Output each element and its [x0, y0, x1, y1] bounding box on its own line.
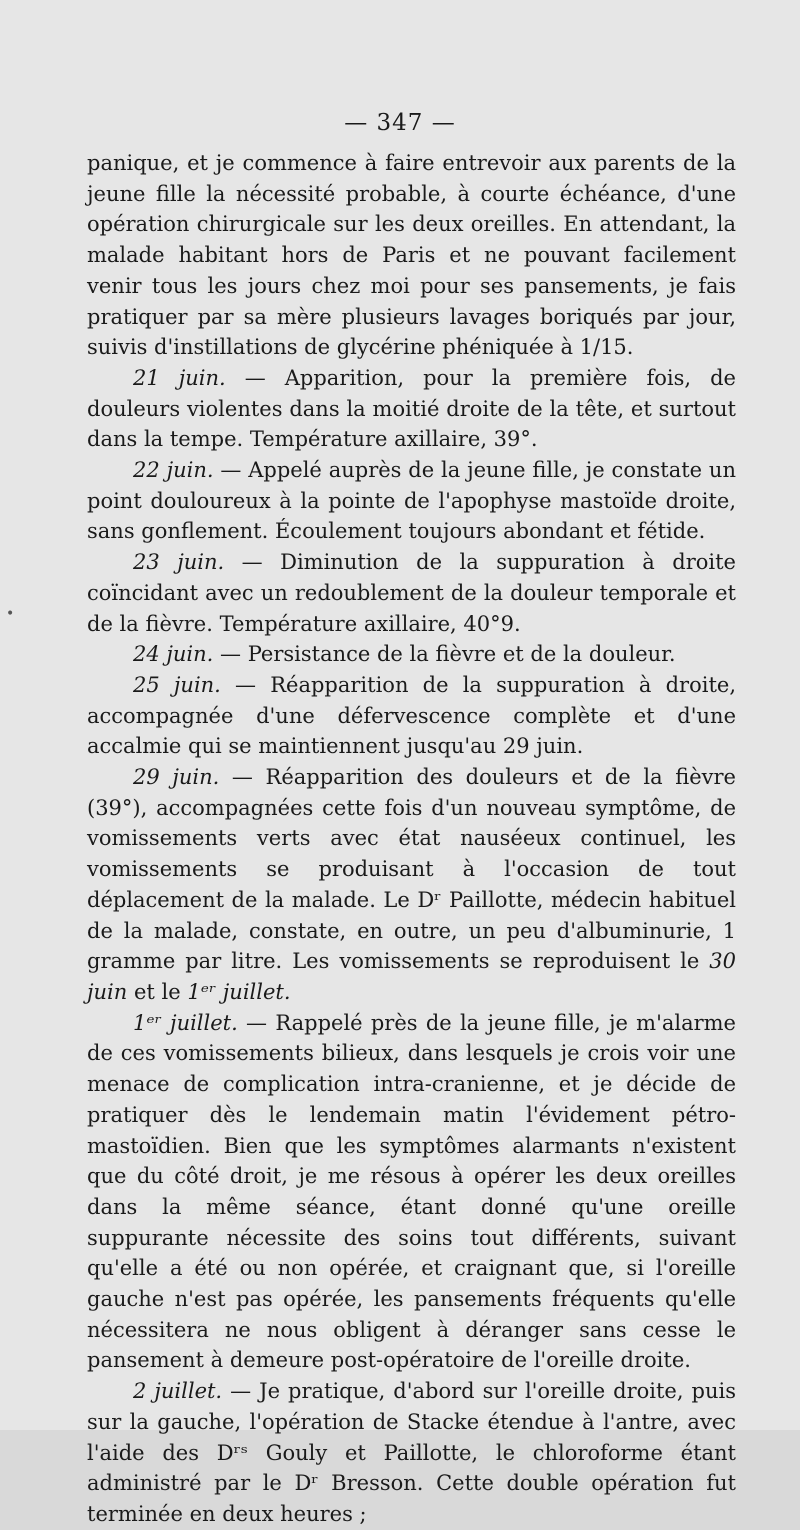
- paragraph-29-juin: [87, 762, 736, 1008]
- paragraph-text: — Réapparition des douleurs et de la fièvre (39°), accompagnées cette fois d'un nouveau symptôme, de vomissements verts avec état nauséeux continuel, les vomissements se produisant à l'occasion de tout déplacement de la malade. Le Dʳ Paillotte, médecin habituel de la malade, constate, en outre, un peu d'albuminurie, 1 gramme par litre. Les vomissements se reproduisent le: [87, 765, 736, 974]
- paragraph-text: — Appelé auprès de la jeune fille, je constate un point douloureux à la pointe de l'apophyse mastoïde droite, sans gonflement. Écoulement toujours abondant et fétide.: [87, 458, 736, 544]
- paragraph-2-juillet: [87, 1376, 736, 1530]
- inline-date: 1ᵉʳ juillet.: [187, 979, 291, 1004]
- paragraph-text: — Rappelé près de la jeune fille, je m'alarme de ces vomissements bilieux, dans lesquels je crois voir une menace de complication intra-cranienne, et je décide de pratiquer dès le lendemain matin l'évidement pétro-mastoïdien. Bien que les symptômes alarmants n'existent que du côté droit, je me résous à opérer les deux oreilles dans la même séance, étant donné qu'une oreille suppurante nécessite des soins tout différents, suivant qu'elle a été ou non opérée, et craignant que, si l'oreille gauche n'est pas opérée, les pansements fréquents qu'elle nécessitera ne nous obligent à déranger sans cesse le pansement à demeure post-opératoire de l'oreille droite.: [87, 1010, 736, 1373]
- entry-date: 2 juillet.: [133, 1379, 223, 1404]
- paragraph-text: — Diminution de la suppuration à droite coïncidant avec un redoublement de la douleur temporale et de la fièvre. Température axillaire, 40°9.: [87, 550, 736, 636]
- entry-date: 1ᵉʳ juillet.: [133, 1010, 238, 1035]
- entry-date: 21 juin.: [133, 365, 226, 390]
- paragraph-25-juin: [87, 670, 736, 762]
- page-number: — 347 —: [344, 110, 456, 136]
- paragraph-text: — Persistance de la fièvre et de la douleur.: [213, 642, 676, 667]
- paragraph-intro: [87, 148, 736, 363]
- paragraph-text: — Je pratique, d'abord sur l'oreille droite, puis sur la gauche, l'opération de Stacke étendue à l'antre, avec l'aide des Dʳˢ Gouly et Paillotte, le chloroforme étant administré par le Dʳ Bresson. Cette double opération fut terminée en deux heures ;: [87, 1379, 736, 1526]
- paragraph-21-juin: [87, 363, 736, 455]
- entry-date: 23 juin.: [133, 550, 225, 575]
- paragraph-text-cont: et le: [127, 979, 188, 1004]
- entry-date: 22 juin.: [133, 458, 214, 483]
- margin-dot: •: [6, 606, 15, 622]
- paragraph-1-juillet: [87, 1008, 736, 1376]
- paragraph-23-juin: [87, 547, 736, 639]
- paragraph-text: panique, et je commence à faire entrevoir aux parents de la jeune fille la nécessité probable, à courte échéance, d'une opération chirurgicale sur les deux oreilles. En attendant, la malade habitant hors de Paris et ne pouvant facilement venir tous les jours chez moi pour ses pansements, je fais pratiquer par sa mère plusieurs lavages boriqués par jour, suivis d'instillations de glycérine phéniquée à 1/15.: [87, 151, 736, 360]
- entry-date: 25 juin.: [133, 672, 221, 697]
- entry-date: 24 juin.: [133, 642, 214, 667]
- paragraph-text: — Réapparition de la suppuration à droite, accompagnée d'une défervescence complète et d'une accalmie qui se maintiennent jusqu'au 29 juin.: [87, 672, 736, 759]
- paragraph-text: — Apparition, pour la première fois, de douleurs violentes dans la moitié droite de la tête, et surtout dans la tempe. Température axillaire, 39°.: [87, 365, 736, 452]
- entry-date: 29 juin.: [133, 765, 220, 790]
- page-body: [87, 148, 736, 1530]
- paragraph-22-juin: [87, 455, 736, 547]
- paragraph-24-juin: [87, 639, 736, 670]
- inline-date: 30 juin: [87, 949, 736, 1004]
